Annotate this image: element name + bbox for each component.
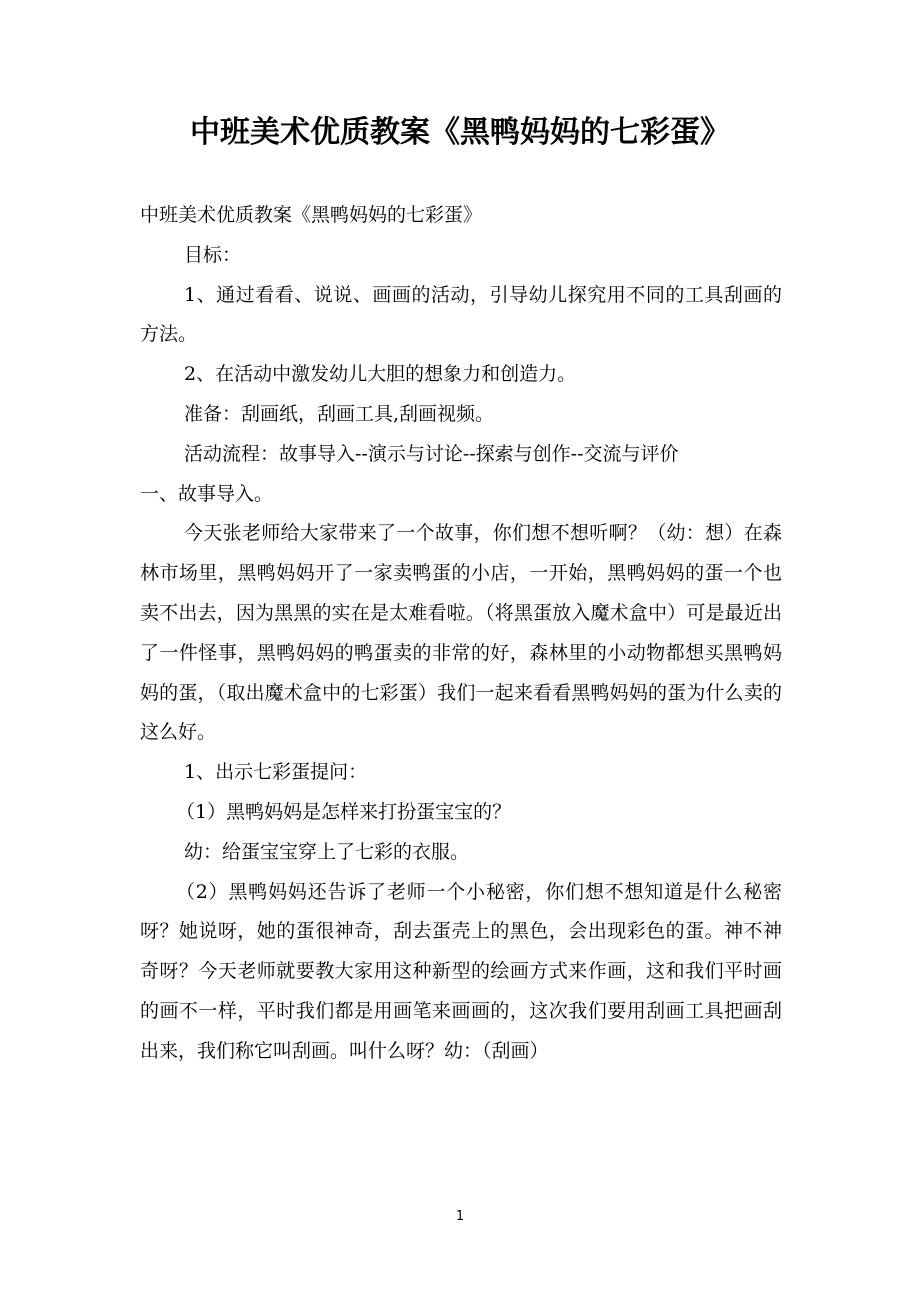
paragraph-goal-2: 2、在活动中激发幼儿大胆的想象力和创造力。	[184, 363, 577, 386]
paragraph-goal-1: 1、通过看看、说说、画画的活动，引导幼儿探究用不同的工具刮画的方法。	[140, 283, 782, 346]
paragraph-answer-1: 幼：给蛋宝宝穿上了七彩的衣服。	[184, 840, 470, 863]
paragraph-step-1: 1、出示七彩蛋提问：	[184, 761, 368, 784]
paragraph-goal-heading: 目标：	[184, 243, 242, 266]
paragraph-question-2: （2）黑鸭妈妈还告诉了老师一个小秘密，你们想不想知道是什么秘密呀？她说呀，她的蛋很神奇，刮去蛋壳上的黑色，会出现彩色的蛋。神不神奇呀？今天老师就要教大家用这种新型的绘画方式来作画，这和我们平时画的画不一样，平时我们都是用画笔来画画的，这次我们要用刮画工具把画刮出来，我们称它叫刮画。叫什么呀？幼：（刮画）	[140, 880, 782, 1062]
document-title: 中班美术优质教案《黑鸭妈妈的七彩蛋》	[190, 115, 730, 150]
document-body	[140, 196, 782, 1072]
paragraph-section-1: 一、故事导入。	[140, 482, 274, 505]
paragraph-flow: 活动流程：故事导入--演示与讨论--探索与创作--交流与评价	[184, 442, 679, 465]
page-number: 1	[455, 1209, 465, 1224]
paragraph-preparation: 准备：刮画纸，刮画工具,刮画视频。	[184, 402, 495, 425]
paragraph-subtitle: 中班美术优质教案《黑鸭妈妈的七彩蛋》	[140, 204, 483, 226]
paragraph-story: 今天张老师给大家带来了一个故事，你们想不想听啊？（幼：想）在森林市场里，黑鸭妈妈开了一家卖鸭蛋的小店，一开始，黑鸭妈妈的蛋一个也卖不出去，因为黑黑的实在是太难看啦。（将黑蛋放入魔术盒中）可是最近出了一件怪事，黑鸭妈妈的鸭蛋卖的非常的好，森林里的小动物都想买黑鸭妈妈的蛋，（取出魔术盒中的七彩蛋）我们一起来看看黑鸭妈妈的蛋为什么卖的这么好。	[140, 522, 782, 744]
paragraph-question-1: （1）黑鸭妈妈是怎样来打扮蛋宝宝的？	[176, 800, 512, 823]
